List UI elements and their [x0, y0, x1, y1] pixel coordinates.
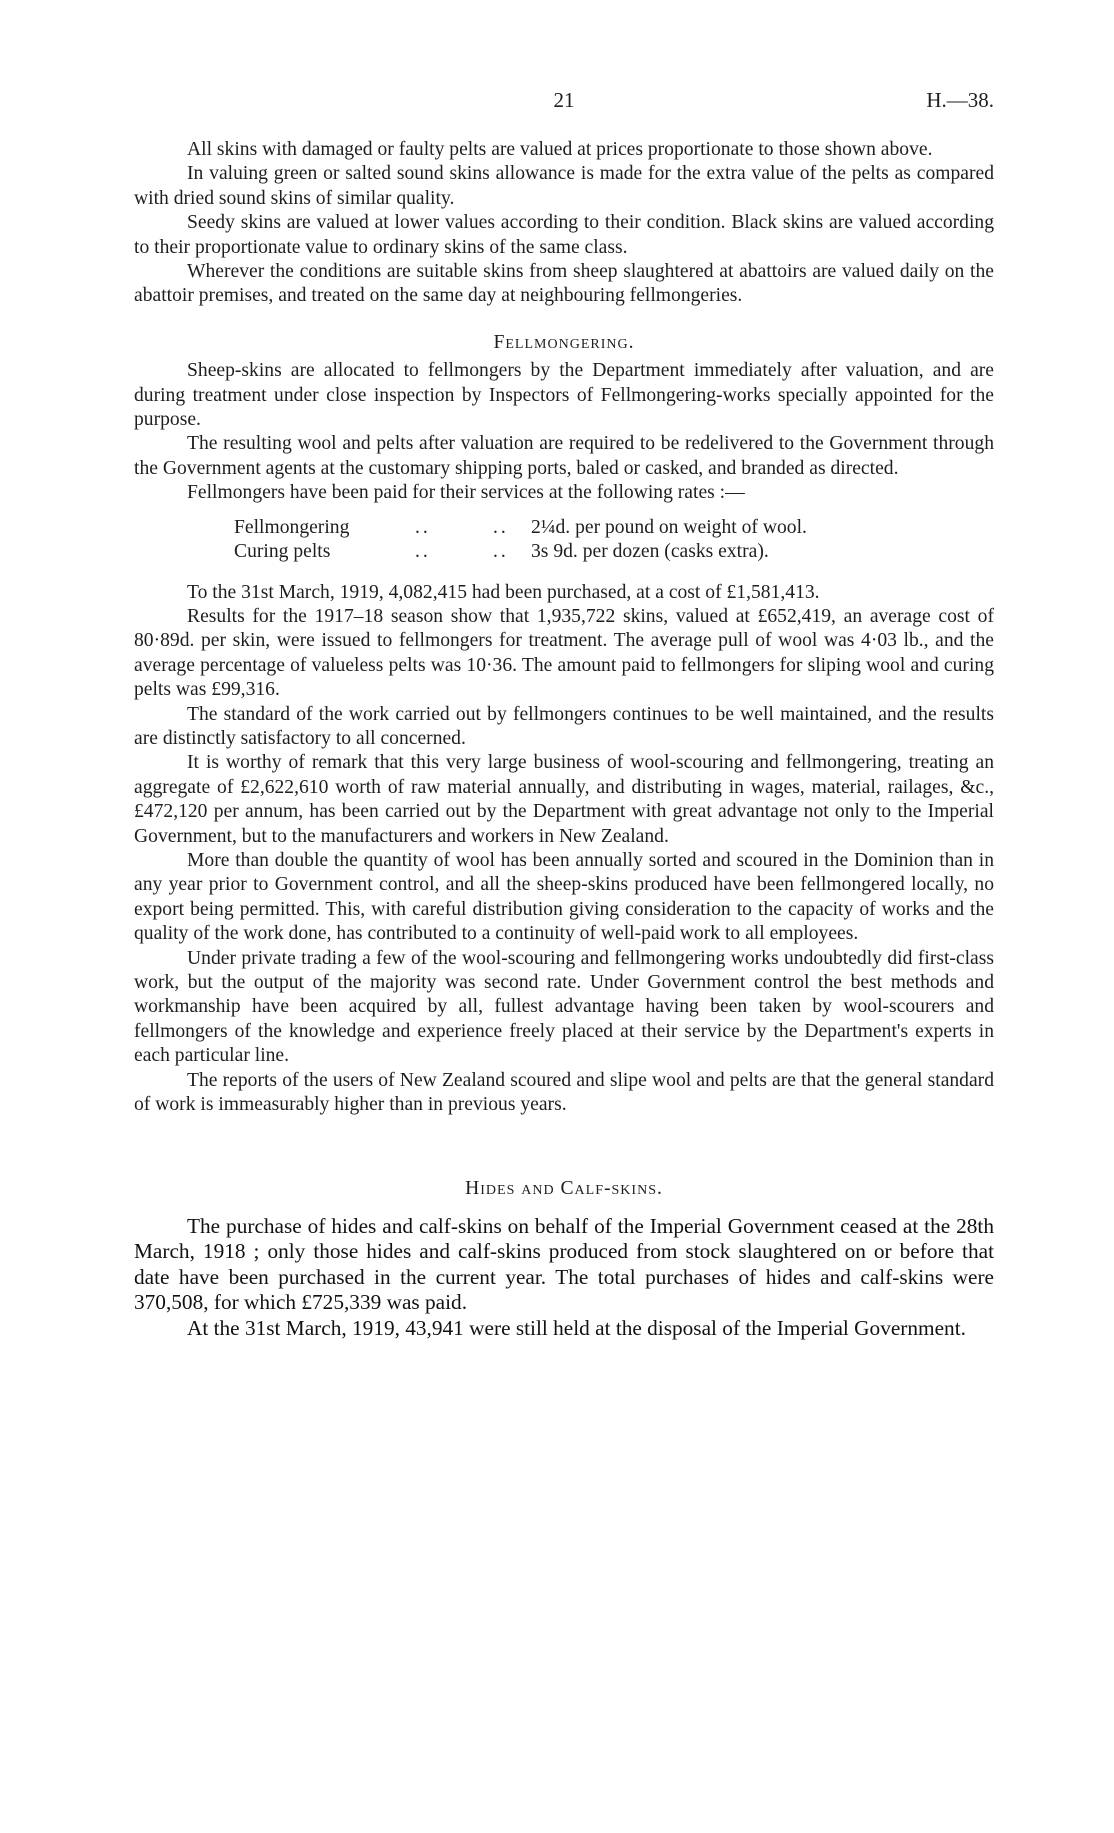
paragraph: At the 31st March, 1919, 43,941 were still held at the disposal of the Imperial Government. [187, 1315, 966, 1340]
rate-name: Fellmongering [234, 516, 350, 538]
leader-dots: .. [493, 516, 509, 538]
page-body [134, 138, 994, 1341]
document-reference: H.—38. [926, 88, 994, 112]
paragraph: Fellmongers have been paid for their services at the following rates :— [187, 482, 745, 504]
rate-row [134, 540, 994, 564]
paragraph: The resulting wool and pelts after valuation are required to be redelivered to the Government through the Government agents at the customary shipping ports, baled or casked, and branded as directed. [134, 433, 994, 479]
rate-value: 2¼d. per pound on weight of wool. [531, 516, 807, 538]
page-number: 21 [553, 88, 575, 112]
paragraph: All skins with damaged or faulty pelts are valued at prices proportionate to those shown above. [187, 139, 933, 160]
rate-value: 3s 9d. per dozen (casks extra). [531, 541, 769, 563]
hides-section [134, 1177, 994, 1341]
leader-dots: .. [415, 541, 431, 563]
paragraph: The purchase of hides and calf-skins on behalf of the Imperial Government ceased at the 28th March, 1918 ; only those hides and calf-skins produced from stock slaughtered on or before that date have been purchased in the current year. The total purchases of hides and calf-skins were 370,508, for which £725,339 was paid. [134, 1213, 994, 1315]
paragraph: More than double the quantity of wool has been annually sorted and scoured in the Dominion than in any year prior to Government control, and all the sheep-skins produced have been fellmongered locally, no export being permitted. This, with careful distribution giving consideration to the capacity of works and the quality of the work done, has contributed to a continuity of well-paid work to all employees. [134, 849, 994, 945]
paragraph: Results for the 1917–18 season show that 1,935,722 skins, valued at £652,419, an average cost of 80·89d. per skin, were issued to fellmongers for treatment. The average pull of wool was 4·03 lb., and the average percentage of valueless pelts was 10·36. The amount paid to fellmongers for sliping wool and curing pelts was £99,316. [134, 605, 994, 701]
rate-row [134, 516, 994, 540]
paragraph: Sheep-skins are allocated to fellmongers by the Department immediately after valuation, and are during treatment under close inspection by Inspectors of Fellmongering-works specially appointed for the purpose. [134, 360, 994, 431]
paragraph: Seedy skins are valued at lower values according to their condition. Black skins are valued according to their proportionate value to ordinary skins of the same class. [134, 212, 994, 258]
paragraph: The reports of the users of New Zealand scoured and slipe wool and pelts are that the general standard of work is immeasurably higher than in previous years. [134, 1069, 994, 1116]
leader-dots: .. [493, 541, 509, 563]
section-heading-hides: Hides and Calf-skins. [465, 1178, 663, 1200]
intro-section [134, 138, 994, 309]
page-header [134, 88, 994, 116]
paragraph: It is worthy of remark that this very large business of wool-scouring and fellmongering, treating an aggregate of £2,622,610 worth of raw material annually, and distributing in wages, material, railages, &c., £472,120 per annum, has been carried out by the Department with great advantage not only to the Imperial Government, but to the manufacturers and workers in New Zealand. [134, 752, 994, 847]
paragraph: To the 31st March, 1919, 4,082,415 had been purchased, at a cost of £1,581,413. [187, 581, 820, 603]
paragraph: Wherever the conditions are suitable skins from sheep slaughtered at abattoirs are valued daily on the abattoir premises, and treated on the same day at neighbouring fellmongeries. [134, 261, 994, 307]
rates-table [134, 516, 994, 565]
rate-name: Curing pelts [234, 541, 331, 563]
leader-dots: .. [415, 516, 431, 538]
fellmongering-section [134, 331, 994, 1118]
section-heading-fellmongering: Fellmongering. [493, 331, 635, 353]
paragraph: In valuing green or salted sound skins allowance is made for the extra value of the pelts as compared with dried sound skins of similar quality. [134, 163, 994, 209]
paragraph: Under private trading a few of the wool-scouring and fellmongering works undoubtedly did first-class work, but the output of the majority was second rate. Under Government control the best methods and workmanship have been acquired by all, fullest advantage having been taken by wool-scourers and fellmongers of the knowledge and experience freely placed at their service by the Department's experts in each particular line. [134, 947, 994, 1067]
paragraph: The standard of the work carried out by fellmongers continues to be well maintained, and the results are distinctly satisfactory to all concerned. [134, 703, 994, 749]
